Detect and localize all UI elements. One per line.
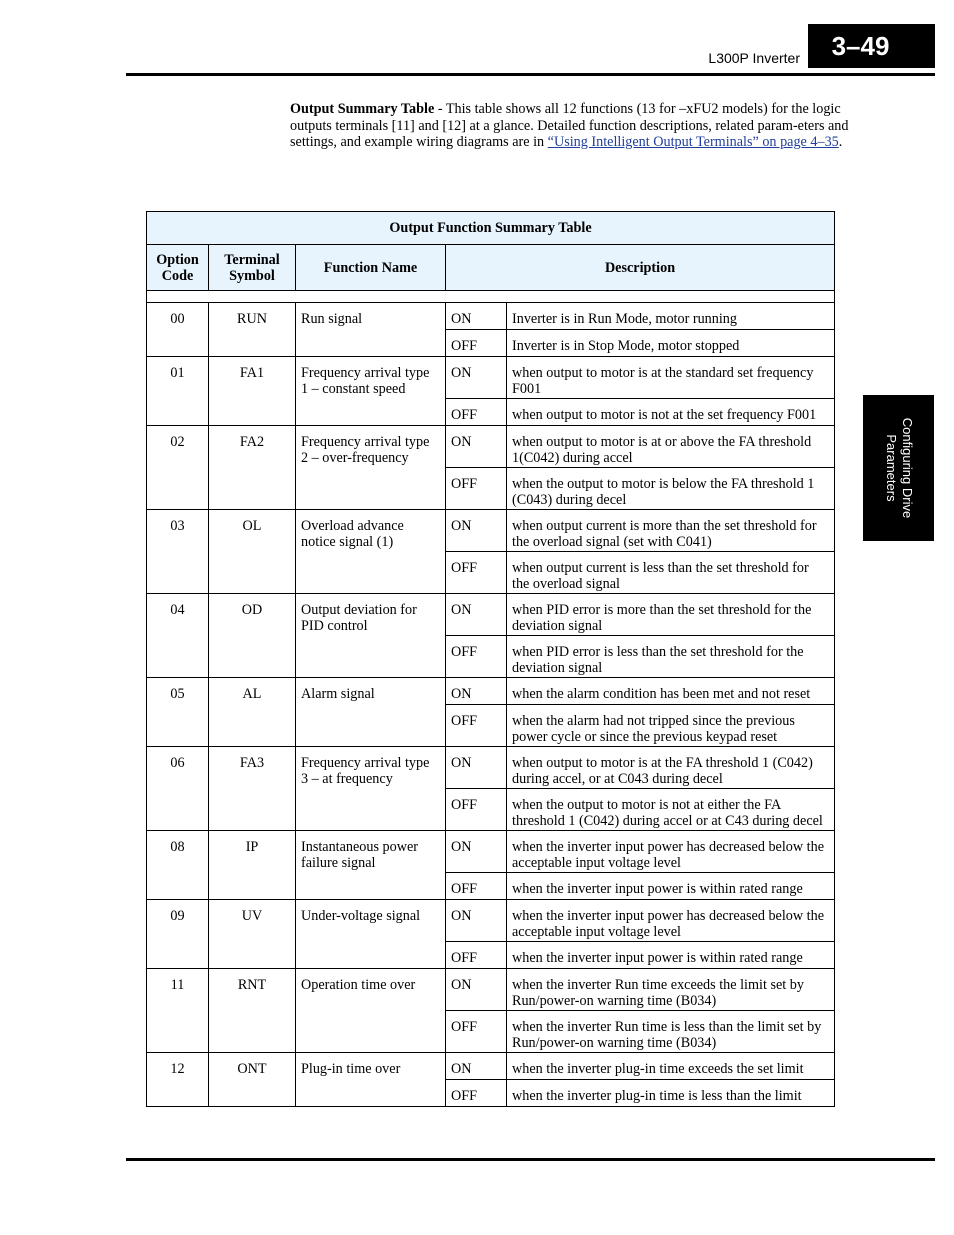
state-off-cell: OFF	[446, 552, 507, 594]
description-on-cell: when the inverter plug-in time exceeds the set limit	[507, 1053, 835, 1080]
function-name-cell: Frequency arrival type 3 – at frequency	[296, 747, 446, 831]
state-off-cell: OFF	[446, 942, 507, 969]
column-header-terminal-symbol: Terminal Symbol	[209, 245, 296, 291]
description-off-cell: when the inverter input power is within rated range	[507, 873, 835, 900]
description-off-cell: when the alarm had not tripped since the previous power cycle or since the previous keypad reset	[507, 705, 835, 747]
intro-text: - This table shows all 12 functions (13 for –xFU2 models) for the logic outputs terminals [11] and [12] at a glance. Detailed function descriptions, related param-eters and settings, and example wiring diagrams are in	[290, 101, 849, 150]
table-row	[147, 426, 835, 468]
state-on-cell: ON	[446, 594, 507, 636]
function-name-cell: Under-voltage signal	[296, 900, 446, 969]
terminal-symbol-cell: OL	[209, 510, 296, 594]
description-on-cell: when PID error is more than the set threshold for the deviation signal	[507, 594, 835, 636]
table-row	[147, 594, 835, 636]
description-off-cell: when the output to motor is not at either the FA threshold 1 (C042) during accel or at C43 during decel	[507, 789, 835, 831]
option-code-cell: 11	[147, 969, 209, 1053]
header-separator	[147, 291, 835, 303]
footer-rule	[126, 1158, 935, 1161]
terminal-symbol-cell: AL	[209, 678, 296, 747]
function-name-cell: Operation time over	[296, 969, 446, 1053]
state-on-cell: ON	[446, 678, 507, 705]
option-code-cell: 01	[147, 357, 209, 426]
state-on-cell: ON	[446, 900, 507, 942]
description-off-cell: when output current is less than the set threshold for the overload signal	[507, 552, 835, 594]
state-off-cell: OFF	[446, 330, 507, 357]
state-off-cell: OFF	[446, 1011, 507, 1053]
table-row	[147, 969, 835, 1011]
option-code-cell: 02	[147, 426, 209, 510]
column-header-description: Description	[446, 245, 835, 291]
option-code-cell: 06	[147, 747, 209, 831]
state-on-cell: ON	[446, 357, 507, 399]
table-title: Output Function Summary Table	[147, 212, 835, 245]
option-code-cell: 12	[147, 1053, 209, 1107]
function-name-cell: Plug-in time over	[296, 1053, 446, 1107]
description-on-cell: when the alarm condition has been met and not reset	[507, 678, 835, 705]
description-on-cell: when output to motor is at the standard set frequency F001	[507, 357, 835, 399]
state-on-cell: ON	[446, 747, 507, 789]
description-on-cell: when output to motor is at or above the FA threshold 1(C042) during accel	[507, 426, 835, 468]
description-off-cell: when PID error is less than the set threshold for the deviation signal	[507, 636, 835, 678]
table-row	[147, 303, 835, 330]
terminal-symbol-cell: UV	[209, 900, 296, 969]
state-off-cell: OFF	[446, 873, 507, 900]
function-name-cell: Alarm signal	[296, 678, 446, 747]
terminal-symbol-cell: ONT	[209, 1053, 296, 1107]
description-off-cell: when the inverter plug-in time is less than the limit	[507, 1080, 835, 1107]
intro-paragraph	[290, 101, 850, 151]
description-on-cell: when the inverter input power has decreased below the acceptable input voltage level	[507, 831, 835, 873]
page-number-badge: 3–49	[808, 24, 935, 68]
state-off-cell: OFF	[446, 636, 507, 678]
state-on-cell: ON	[446, 831, 507, 873]
function-name-cell: Run signal	[296, 303, 446, 357]
description-off-cell: Inverter is in Stop Mode, motor stopped	[507, 330, 835, 357]
option-code-cell: 00	[147, 303, 209, 357]
side-tab-label: Configuring Drive Parameters	[883, 417, 915, 519]
state-off-cell: OFF	[446, 468, 507, 510]
column-header-function-name: Function Name	[296, 245, 446, 291]
description-on-cell: Inverter is in Run Mode, motor running	[507, 303, 835, 330]
state-off-cell: OFF	[446, 1080, 507, 1107]
option-code-cell: 03	[147, 510, 209, 594]
option-code-cell: 09	[147, 900, 209, 969]
table-row	[147, 900, 835, 942]
table-row	[147, 510, 835, 552]
terminal-symbol-cell: IP	[209, 831, 296, 900]
function-name-cell: Output deviation for PID control	[296, 594, 446, 678]
function-name-cell: Frequency arrival type 2 – over-frequency	[296, 426, 446, 510]
function-name-cell: Frequency arrival type 1 – constant speed	[296, 357, 446, 426]
table-row	[147, 831, 835, 873]
state-on-cell: ON	[446, 1053, 507, 1080]
description-on-cell: when the inverter input power has decreased below the acceptable input voltage level	[507, 900, 835, 942]
state-on-cell: ON	[446, 426, 507, 468]
terminal-symbol-cell: RNT	[209, 969, 296, 1053]
header-product-name: L300P Inverter	[708, 50, 800, 66]
state-off-cell: OFF	[446, 399, 507, 426]
function-name-cell: Overload advance notice signal (1)	[296, 510, 446, 594]
option-code-cell: 04	[147, 594, 209, 678]
description-off-cell: when the output to motor is below the FA threshold 1 (C043) during decel	[507, 468, 835, 510]
output-function-summary-table	[146, 211, 835, 1107]
section-side-tab	[863, 395, 934, 541]
option-code-cell: 08	[147, 831, 209, 900]
intro-heading: Output Summary Table	[290, 101, 435, 117]
function-name-cell: Instantaneous power failure signal	[296, 831, 446, 900]
description-on-cell: when output current is more than the set threshold for the overload signal (set with C041)	[507, 510, 835, 552]
table-row	[147, 357, 835, 399]
description-on-cell: when the inverter Run time exceeds the limit set by Run/power-on warning time (B034)	[507, 969, 835, 1011]
terminal-symbol-cell: OD	[209, 594, 296, 678]
terminal-symbol-cell: FA3	[209, 747, 296, 831]
terminal-symbol-cell: RUN	[209, 303, 296, 357]
state-on-cell: ON	[446, 969, 507, 1011]
description-on-cell: when output to motor is at the FA threshold 1 (C042) during accel, or at C043 during decel	[507, 747, 835, 789]
state-off-cell: OFF	[446, 789, 507, 831]
column-header-option-code: Option Code	[147, 245, 209, 291]
intro-cross-reference-link[interactable]: “Using Intelligent Output Terminals” on page 4–35	[547, 134, 839, 150]
table-row	[147, 678, 835, 705]
terminal-symbol-cell: FA2	[209, 426, 296, 510]
terminal-symbol-cell: FA1	[209, 357, 296, 426]
description-off-cell: when the inverter input power is within rated range	[507, 942, 835, 969]
description-off-cell: when the inverter Run time is less than the limit set by Run/power-on warning time (B034)	[507, 1011, 835, 1053]
table-row	[147, 1053, 835, 1080]
state-off-cell: OFF	[446, 705, 507, 747]
state-on-cell: ON	[446, 303, 507, 330]
header-rule	[126, 73, 935, 76]
intro-end: .	[838, 134, 843, 150]
state-on-cell: ON	[446, 510, 507, 552]
description-off-cell: when output to motor is not at the set frequency F001	[507, 399, 835, 426]
option-code-cell: 05	[147, 678, 209, 747]
table-row	[147, 747, 835, 789]
